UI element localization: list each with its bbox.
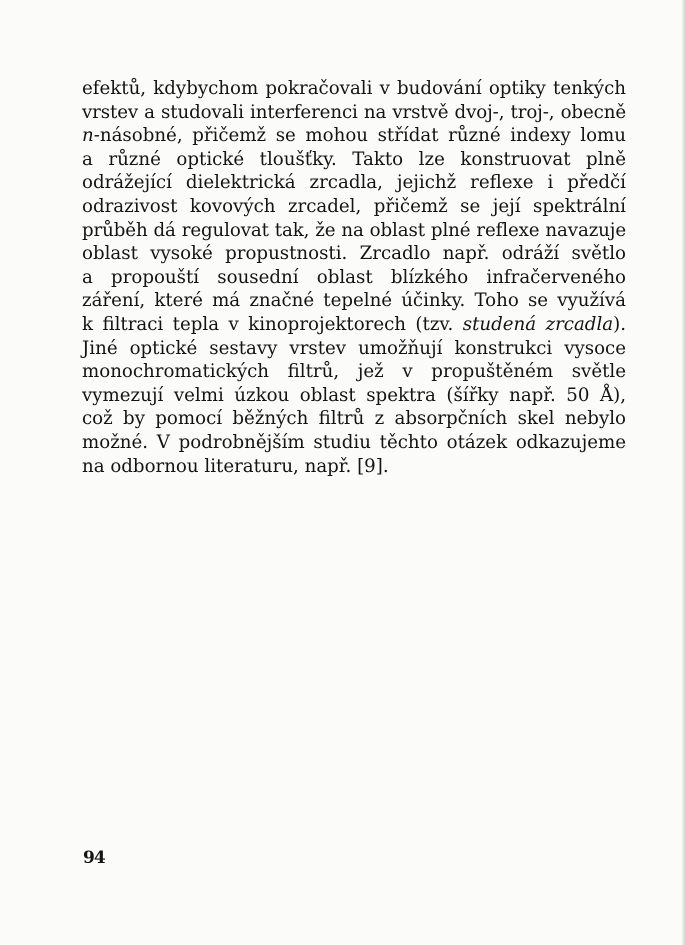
- text-line: n-násobné, přičemž se mohou střídat různé indexy lomu: [82, 125, 626, 147]
- text-line: oblast vysoké propustnosti. Zrcadlo např. odráží světlo: [82, 243, 626, 265]
- italic-term: studená zrcadla: [462, 313, 614, 335]
- text-line: efektů, kdybychom pokračovali v budování optiky tenkých: [82, 78, 626, 99]
- text-line: Jiné optické sestavy vrstev umožňují konstrukci vysoce: [82, 337, 626, 359]
- text-line: vrstev a studovali interferenci na vrstvě dvoj-, troj-, obecně: [82, 101, 626, 123]
- text-line: k filtraci tepla v kinoprojektorech (tzv. studená zrcadla).: [82, 313, 626, 335]
- text-line: vymezují velmi úzkou oblast spektra (šířky např. 50 Å),: [82, 384, 626, 406]
- text-line: a různé optické tloušťky. Takto lze konstruovat plně: [82, 148, 626, 170]
- body-paragraph: [82, 77, 626, 478]
- text-line: což by pomocí běžných filtrů z absorpčních skel nebylo: [82, 408, 626, 430]
- text-line: možné. V podrobnějším studiu těchto otázek odkazujeme: [82, 431, 626, 453]
- text-line: odrážející dielektrická zrcadla, jejichž reflexe i předčí: [82, 172, 626, 194]
- italic-term: n: [82, 125, 94, 147]
- text-line: a propouští sousední oblast blízkého infračerveného: [82, 266, 626, 288]
- text-line: monochromatických filtrů, jež v propuštěném světle: [82, 361, 626, 383]
- page-number: 94: [83, 848, 105, 868]
- text-line: na odbornou literaturu, např. [9].: [82, 455, 389, 477]
- text-line: odrazivost kovových zrcadel, přičemž se její spektrální: [82, 195, 626, 217]
- text-line: průběh dá regulovat tak, že na oblast plné reflexe navazuje: [82, 219, 626, 241]
- text-line: záření, které má značné tepelné účinky. Toho se využívá: [82, 290, 626, 312]
